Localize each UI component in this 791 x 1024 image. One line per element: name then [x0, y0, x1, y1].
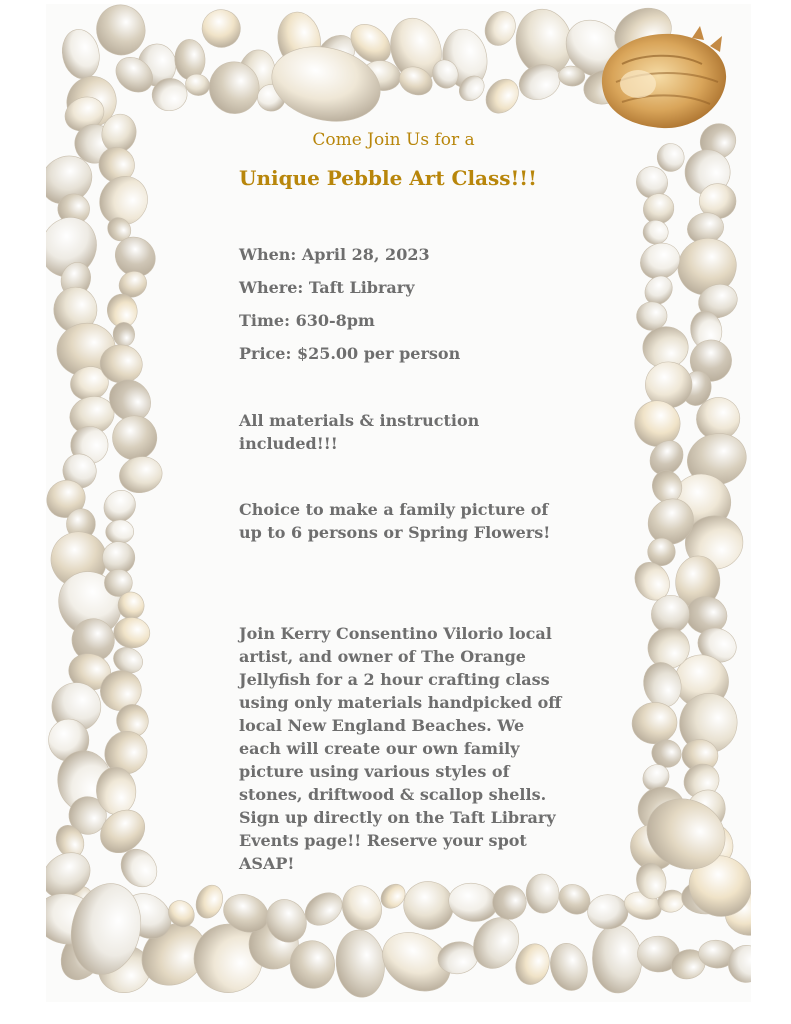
pebble	[197, 4, 246, 53]
materials-line-2: included!!!	[239, 434, 338, 453]
pebble	[479, 6, 521, 50]
choice-line-2: up to 6 persons or Spring Flowers!	[239, 523, 551, 542]
pebble	[336, 880, 388, 936]
seashell-icon	[592, 24, 732, 136]
pebble	[113, 616, 152, 649]
materials-line-1: All materials & instruction	[239, 411, 480, 430]
pebble	[642, 219, 670, 246]
detail-when: When: April 28, 2023	[239, 245, 430, 264]
pebble	[105, 519, 134, 544]
pebble	[591, 924, 644, 994]
pebble	[479, 73, 525, 120]
pebble	[333, 928, 388, 1000]
description-line: Join Kerry Consentino Vilorio local	[239, 624, 552, 643]
description-line: ASAP!	[239, 854, 295, 873]
pebble	[588, 895, 628, 929]
pebble	[629, 700, 679, 747]
pebble	[446, 880, 500, 925]
heading-line-1: Come Join Us for a	[312, 130, 475, 150]
heading-title: Unique Pebble Art Class!!!	[239, 166, 537, 190]
description-line: Jellyfish for a 2 hour crafting class	[239, 670, 550, 689]
detail-price: Price: $25.00 per person	[239, 344, 461, 363]
pebble	[110, 413, 159, 462]
detail-time: Time: 630-8pm	[239, 311, 375, 330]
description-line: local New England Beaches. We	[239, 716, 525, 735]
pebble	[191, 881, 227, 922]
pebble	[488, 881, 531, 924]
detail-where: Where: Taft Library	[239, 278, 415, 297]
pebble	[58, 26, 103, 82]
pebble	[174, 39, 206, 81]
pebble	[525, 873, 560, 914]
description-line: picture using various styles of	[239, 762, 510, 781]
pebble	[545, 939, 592, 995]
description-line: artist, and owner of The Orange	[239, 647, 526, 666]
description-line: Events page!! Reserve your spot	[239, 831, 527, 850]
description-line: Sign up directly on the Taft Library	[239, 808, 556, 827]
pebble	[116, 453, 165, 496]
choice-line-1: Choice to make a family picture of	[239, 500, 549, 519]
description-line: using only materials handpicked off	[239, 693, 562, 712]
description-line: each will create our own family	[239, 739, 520, 758]
description-line: stones, driftwood & scallop shells.	[239, 785, 547, 804]
